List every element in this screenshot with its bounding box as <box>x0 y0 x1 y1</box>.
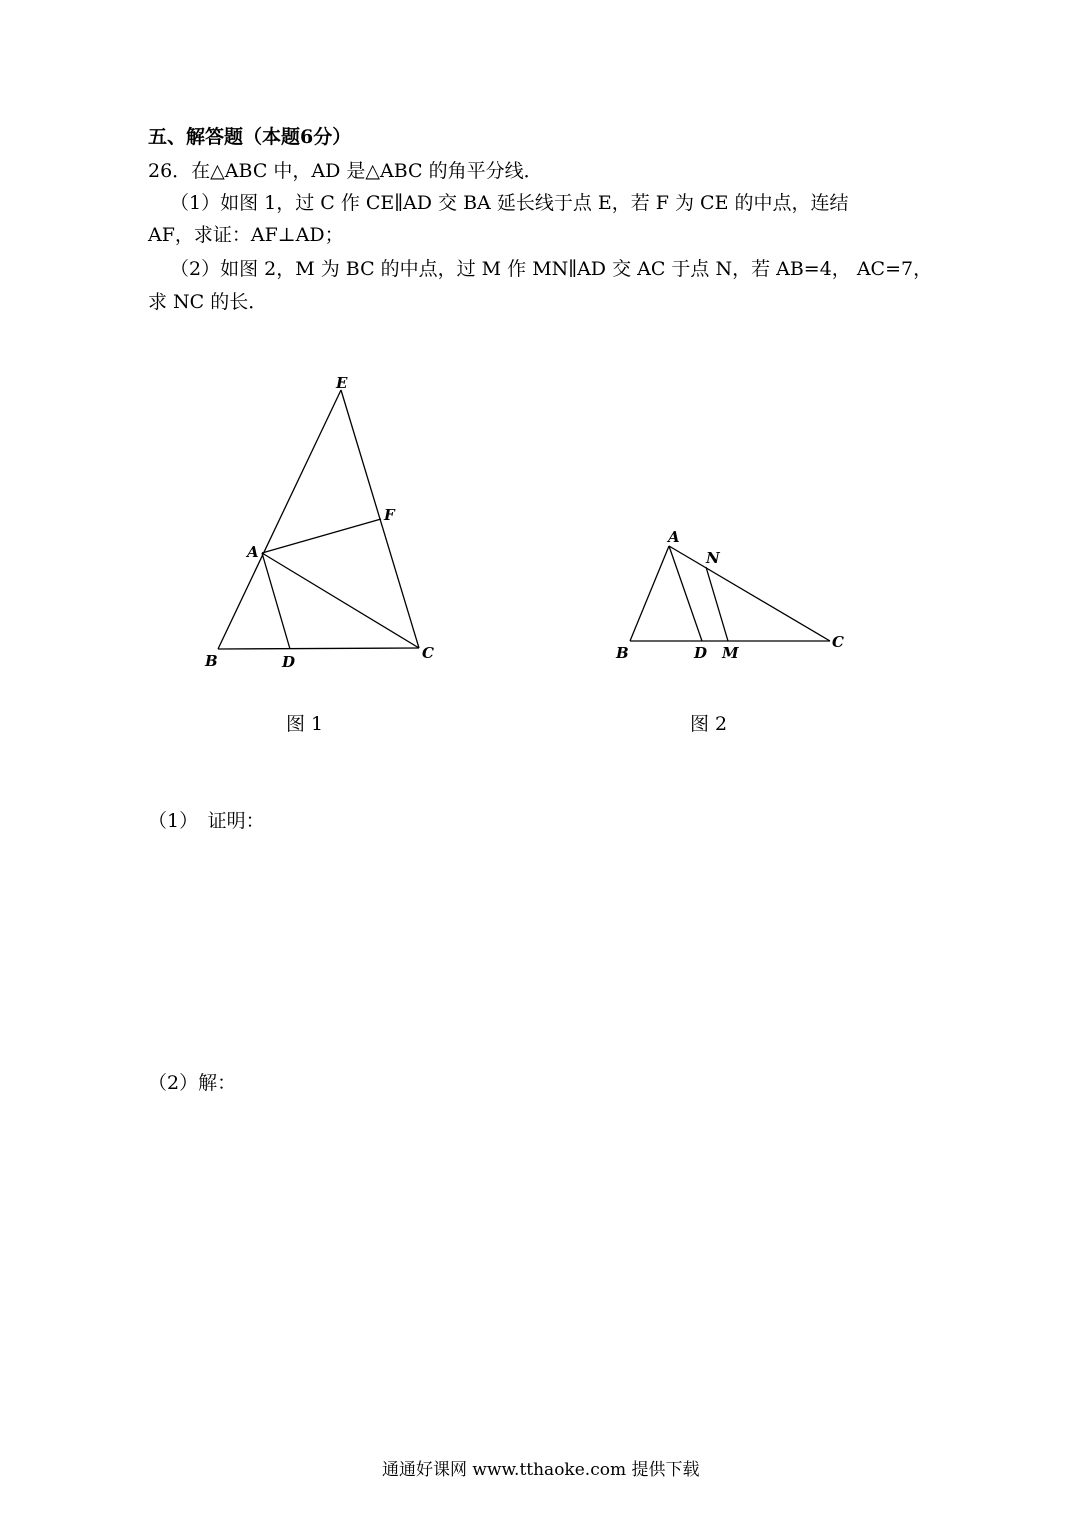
fig1-segment-af <box>262 519 381 553</box>
fig1-segment-bc <box>218 648 419 649</box>
fig2-label-n: N <box>706 549 720 567</box>
section-heading: 五、解答题（本题6分） <box>148 126 352 148</box>
fig1-label-f: F <box>384 506 395 524</box>
answer-part1-label: （1） 证明： <box>148 810 265 832</box>
fig2-label-c: C <box>832 633 844 651</box>
fig1-label-d: D <box>282 653 296 671</box>
figure-1-caption: 图 1 <box>286 713 324 735</box>
question-part2-line1: （2）如图 2，M 为 BC 的中点，过 M 作 MN∥AD 交 AC 于点 N，若 AB=4， AC=7， <box>170 258 933 280</box>
fig2-segment-nm <box>706 567 728 641</box>
fig1-label-e: E <box>336 374 348 392</box>
fig2-label-a: A <box>668 528 680 546</box>
fig2-segment-ad <box>669 546 702 641</box>
fig2-label-b: B <box>616 644 629 662</box>
figure-2-diagram <box>630 546 830 641</box>
answer-part2-label: （2）解： <box>148 1072 237 1094</box>
figure-2-caption: 图 2 <box>690 713 728 735</box>
question-part2-line2: 求 NC 的长． <box>148 291 268 313</box>
fig1-label-b: B <box>205 652 218 670</box>
question-part1-line1: （1）如图 1，过 C 作 CE∥AD 交 BA 延长线于点 E，若 F 为 CE 的中点，连结 <box>170 192 849 214</box>
page-footer: 通通好课网 www.tthaoke.com 提供下载 <box>382 1460 700 1480</box>
fig2-label-d: D <box>694 644 708 662</box>
question-intro: 26．在△ABC 中，AD 是△ABC 的角平分线． <box>148 160 543 182</box>
fig2-segment-ab <box>630 546 669 641</box>
fig1-label-a: A <box>247 543 259 561</box>
question-part1-line2: AF，求证：AF⊥AD； <box>148 224 344 246</box>
fig2-segment-ac <box>669 546 830 641</box>
fig2-label-m: M <box>722 644 739 662</box>
fig1-segment-eb <box>218 390 341 649</box>
fig1-label-c: C <box>422 644 434 662</box>
